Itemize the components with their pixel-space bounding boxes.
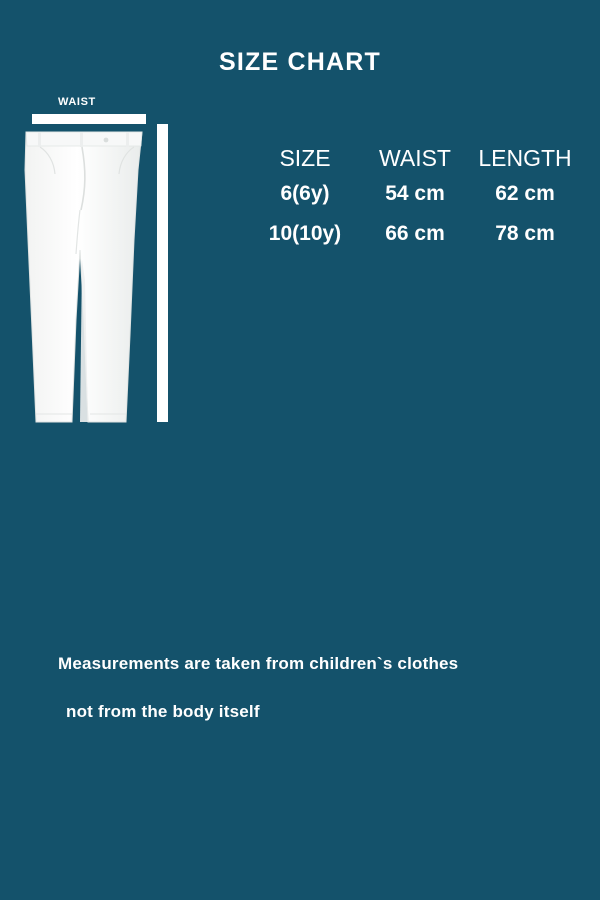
table-row [250,182,580,206]
page-title: SIZE CHART [219,48,381,76]
footnote-line-1: Measurements are taken from children`s clothes [58,654,459,673]
garment-diagram [18,96,188,441]
cell-length: 78 cm [495,222,555,245]
column-header-size: SIZE [279,145,331,171]
size-table [250,145,580,262]
footnote [58,640,578,736]
pants-illustration [22,130,146,430]
table-header-row [250,145,580,172]
footnote-line-2: not from the body itself [66,702,260,721]
column-header-waist: WAIST [379,145,451,171]
waist-dimension-label: WAIST [58,96,96,108]
cell-size: 10(10y) [268,222,342,245]
length-dimension-label: LENGTH [155,256,167,305]
waist-measure-bar [32,114,146,124]
table-row [250,222,580,246]
cell-length: 62 cm [495,182,555,205]
cell-waist: 66 cm [385,222,445,245]
column-header-length: LENGTH [478,145,572,171]
cell-size: 6(6y) [280,182,330,205]
cell-waist: 54 cm [385,182,445,205]
